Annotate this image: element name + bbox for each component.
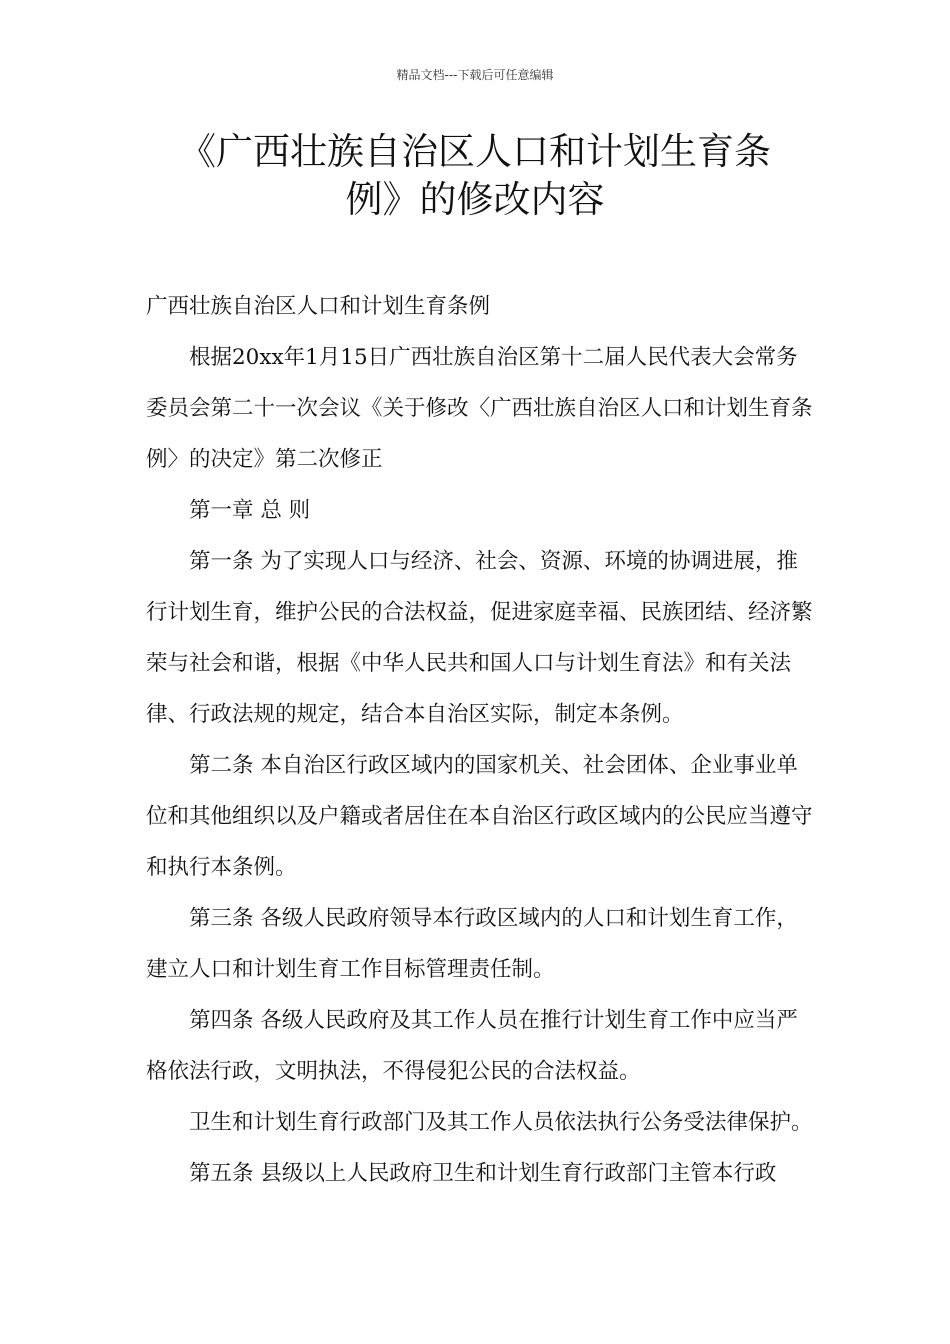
chapter-heading: 第一章 总 则	[189, 498, 311, 523]
amendment-note-paragraph: 根据20xx年1月15日广西壮族自治区第十二届人民代表大会常务委员会第二十一次会议《关于修改〈广西壮族自治区人口和计划生育条例〉的决定》第二次修正	[146, 345, 813, 472]
article-3-paragraph: 第三条 各级人民政府领导本行政区域内的人口和计划生育工作，建立人口和计划生育工作目标管理责任制。	[146, 906, 798, 982]
header-note: 精品文档---下载后可任意编辑	[396, 68, 554, 82]
article-4-paragraph: 第四条 各级人民政府及其工作人员在推行计划生育工作中应当严格依法行政，文明执法，不得侵犯公民的合法权益。	[146, 1008, 798, 1084]
document-body	[146, 281, 818, 1199]
document-title-line-1: 《广西壮族自治区人口和计划生育条	[179, 130, 771, 173]
article-4-subparagraph: 卫生和计划生育行政部门及其工作人员依法执行公务受法律保护。	[189, 1110, 813, 1135]
article-1-paragraph: 第一条 为了实现人口与经济、社会、资源、环境的协调进展，推行计划生育，维护公民的合法权益，促进家庭幸福、民族团结、经济繁荣与社会和谐，根据《中华人民共和国人口与计划生育法》和有关法律、行政法规的规定，结合本自治区实际，制定本条例。	[146, 549, 813, 727]
document-title-line-2: 例》的修改内容	[345, 178, 605, 221]
article-5-paragraph: 第五条 县级以上人民政府卫生和计划生育行政部门主管本行政	[189, 1161, 777, 1186]
document-title	[120, 128, 830, 224]
article-2-paragraph: 第二条 本自治区行政区域内的国家机关、社会团体、企业事业单位和其他组织以及户籍或者居住在本自治区行政区域内的公民应当遵守和执行本条例。	[146, 753, 813, 880]
law-name-paragraph: 广西壮族自治区人口和计划生育条例	[146, 294, 491, 319]
